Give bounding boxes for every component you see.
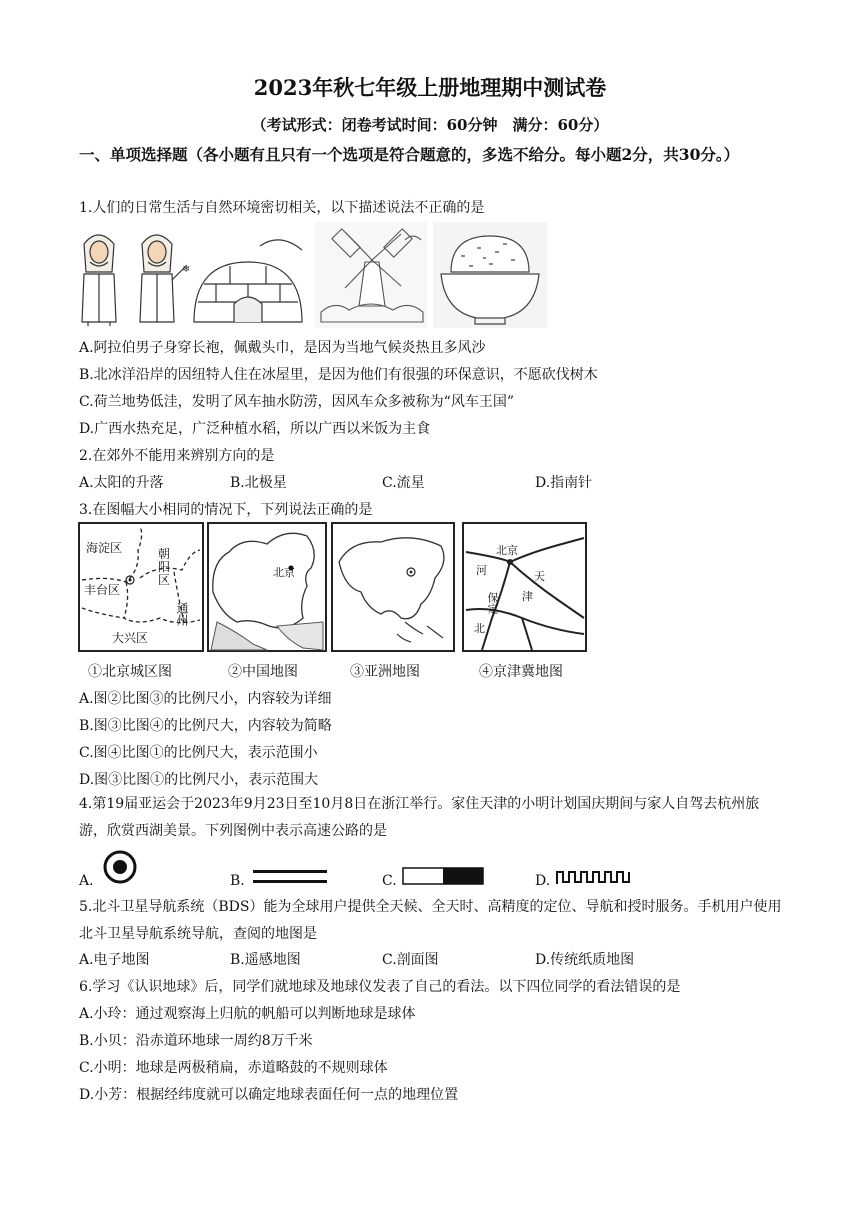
q1-option-a: A.阿拉伯男子身穿长袍，佩戴头巾，是因为当地气候炎热且多风沙 xyxy=(79,340,486,356)
q5-option-c: C.剖面图 xyxy=(382,952,439,968)
q5-option-b: B.遥感地图 xyxy=(230,952,301,968)
q6-option-d: D.小芳：根据经纬度就可以确定地球表面任何一点的地理位置 xyxy=(79,1087,459,1103)
caption-map-3: ③亚洲地图 xyxy=(350,664,420,680)
arab-man-icon xyxy=(82,235,116,326)
q2-option-a: A.太阳的升落 xyxy=(79,475,164,491)
exam-title: 2023年秋七年级上册地理期中测试卷 xyxy=(253,75,607,100)
capital-symbol-icon xyxy=(100,848,140,886)
map-china xyxy=(207,522,327,652)
map1-label-chaoyang-1: 朝阳区 xyxy=(158,547,171,587)
map1-label-fengtai: 丰台区 xyxy=(84,583,121,597)
q2-option-d: D.指南针 xyxy=(535,475,593,491)
q3-option-b: B.图③比图④的比例尺大，内容较为简略 xyxy=(79,718,332,734)
map4-label-he: 河 xyxy=(476,565,487,577)
question-5-stem: 5.北斗卫星导航系统（BDS）能为全球用户提供全天候、全天时、高精度的定位、导航和授时服务。手机用户使用北斗卫星导航系统导航，查阅的地图是 xyxy=(79,899,782,942)
map-asia xyxy=(331,522,455,652)
q1-option-d: D.广西水热充足，广泛种植水稻，所以广西以米饭为主食 xyxy=(79,421,431,437)
caption-map-2: ②中国地图 xyxy=(228,664,298,680)
map2-label-beijing: 北京 xyxy=(273,567,295,579)
map1-label-haidian: 海淀区 xyxy=(86,541,123,555)
section-heading: 一、单项选择题（各小题有且只有一个选项是符合题意的，多选不给分。每小题2分，共30分。） xyxy=(79,145,740,164)
exam-subtitle: （考试形式：闭卷考试时间：60分钟 满分：60分） xyxy=(251,116,609,134)
igloo-icon xyxy=(182,240,302,322)
arab-man-gesturing-icon xyxy=(140,235,186,322)
great-wall-symbol-icon xyxy=(555,866,633,888)
q3-option-c: C.图④比图①的比例尺大，表示范围小 xyxy=(79,745,318,761)
q6-option-a: A.小玲：通过观察海上归航的帆船可以判断地球是球体 xyxy=(79,1006,416,1022)
expressway-symbol-icon xyxy=(251,864,329,888)
map1-label-daxing: 大兴区 xyxy=(112,631,149,645)
q5-option-d: D.传统纸质地图 xyxy=(535,952,635,968)
q2-option-b: B.北极星 xyxy=(230,475,287,491)
windmill-icon xyxy=(315,222,427,328)
caption-map-1: ①北京城区图 xyxy=(88,664,172,680)
map-jing-jin-ji xyxy=(462,522,587,652)
q3-option-a: A.图②比图③的比例尺小，内容较为详细 xyxy=(79,691,332,707)
q2-option-c: C.流星 xyxy=(382,475,425,491)
map4-label-baoding: 保定 xyxy=(486,592,498,614)
caption-map-4: ④京津冀地图 xyxy=(479,664,563,680)
q6-option-b: B.小贝：沿赤道环地球一周约8万千米 xyxy=(79,1033,313,1049)
q3-option-d: D.图③比图①的比例尺小，表示范围大 xyxy=(79,772,319,788)
map4-label-bei: 北 xyxy=(474,623,485,635)
question-1-stem: 1.人们的日常生活与自然环境密切相关，以下描述说法不正确的是 xyxy=(79,200,485,216)
question-3-stem: 3.在图幅大小相同的情况下，下列说法正确的是 xyxy=(79,502,373,518)
q6-option-c: C.小明：地球是两极稍扁，赤道略鼓的不规则球体 xyxy=(79,1060,388,1076)
question-2-stem: 2.在郊外不能用来辨别方向的是 xyxy=(79,448,275,464)
map-beijing-city xyxy=(78,522,204,652)
question-6-stem: 6.学习《认识地球》后，同学们就地球及地球仪发表了自己的看法。以下四位同学的看法错误的是 xyxy=(79,979,681,995)
q1-option-b: B.北冰洋沿岸的因纽特人住在冰屋里，是因为他们有很强的环保意识，不愿砍伐树木 xyxy=(79,367,598,383)
question-4-stem: 4.第19届亚运会于2023年9月23日至10月8日在浙江举行。家住天津的小明计划国庆期间与家人自驾去杭州旅游，欣赏西湖美景。下列图例中表示高速公路的是 xyxy=(79,796,760,839)
railway-symbol-icon xyxy=(402,866,484,888)
rice-bowl-icon xyxy=(433,222,547,328)
map4-label-tian: 天 xyxy=(534,571,545,583)
q4-option-b: B. xyxy=(230,873,245,889)
q4-option-d: D. xyxy=(535,873,551,889)
map4-label-beijing: 北京 xyxy=(496,545,518,557)
svg-text:❄: ❄ xyxy=(182,264,191,275)
q1-option-c: C.荷兰地势低洼，发明了风车抽水防涝，因风车众多被称为“风车王国” xyxy=(79,394,514,410)
q4-option-a: A. xyxy=(79,873,94,889)
q5-option-a: A.电子地图 xyxy=(79,952,150,968)
q4-option-c: C. xyxy=(382,873,397,889)
q1-picture-arab-igloo xyxy=(78,222,308,328)
map1-label-tongzhou: 通州 xyxy=(175,602,189,626)
map4-label-jin: 津 xyxy=(522,591,533,603)
